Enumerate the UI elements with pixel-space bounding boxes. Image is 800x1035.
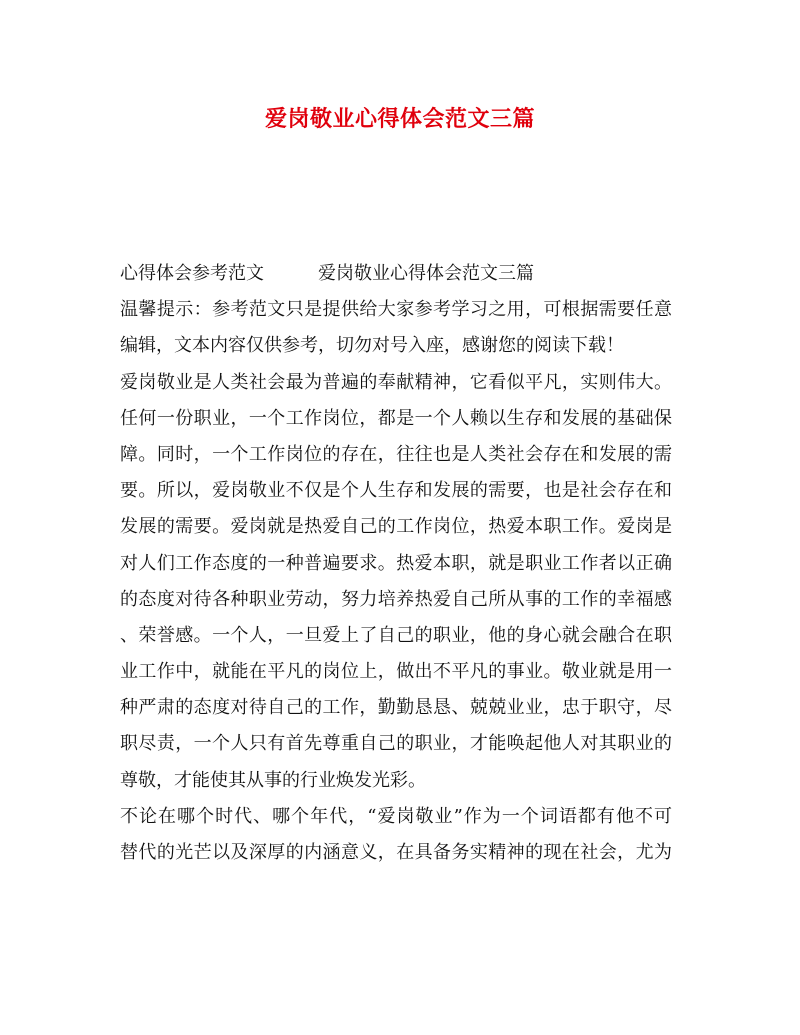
document-subtitle: 爱岗敬业心得体会范文三篇 [318, 263, 534, 284]
text-line: 职尽责，一个人只有首先尊重自己的职业，才能唤起他人对其职业的 [120, 733, 672, 755]
document-title: 爱岗敬业心得体会范文三篇 [264, 106, 535, 132]
document-body [120, 256, 672, 871]
text-line: 爱岗敬业是人类社会最为普遍的奉献精神，它看似平凡，实则伟大。 [120, 371, 672, 393]
header-line [120, 256, 672, 292]
text-line: 障。同时，一个工作岗位的存在，往往也是人类社会存在和发展的需 [120, 443, 672, 465]
text-line: 业工作中，就能在平凡的岗位上，做出不平凡的事业。敬业就是用一 [120, 661, 672, 683]
text-line: 温馨提示：参考范文只是提供给大家参考学习之用，可根据需要任意 [120, 299, 672, 321]
text-line: 、荣誉感。一个人，一旦爱上了自己的职业，他的身心就会融合在职 [120, 624, 672, 646]
text-line: 编辑，文本内容仅供参考，切勿对号入座，感谢您的阅读下载！ [120, 335, 624, 357]
text-line: 发展的需要。爱岗就是热爱自己的工作岗位，热爱本职工作。爱岗是 [120, 516, 672, 538]
text-line: 替代的光芒以及深厚的内涵意义，在具备务实精神的现在社会，尤为 [120, 842, 672, 863]
text-line: 对人们工作态度的一种普遍要求。热爱本职，就是职业工作者以正确 [120, 552, 672, 574]
text-line: 要。所以，爱岗敬业不仅是个人生存和发展的需要，也是社会存在和 [120, 480, 672, 502]
text-line: 不论在哪个时代、哪个年代，“爱岗敬业”作为一个词语都有他不可 [120, 805, 672, 827]
category-label: 心得体会参考范文 [120, 263, 264, 284]
text-line: 任何一份职业，一个工作岗位，都是一个人赖以生存和发展的基础保 [120, 407, 672, 429]
text-line: 的态度对待各种职业劳动，努力培养热爱自己所从事的工作的幸福感 [120, 588, 672, 610]
text-line: 尊敬，才能使其从事的行业焕发光彩。 [120, 769, 426, 791]
text-line: 种严肃的态度对待自己的工作，勤勤恳恳、兢兢业业，忠于职守，尽 [120, 697, 672, 719]
